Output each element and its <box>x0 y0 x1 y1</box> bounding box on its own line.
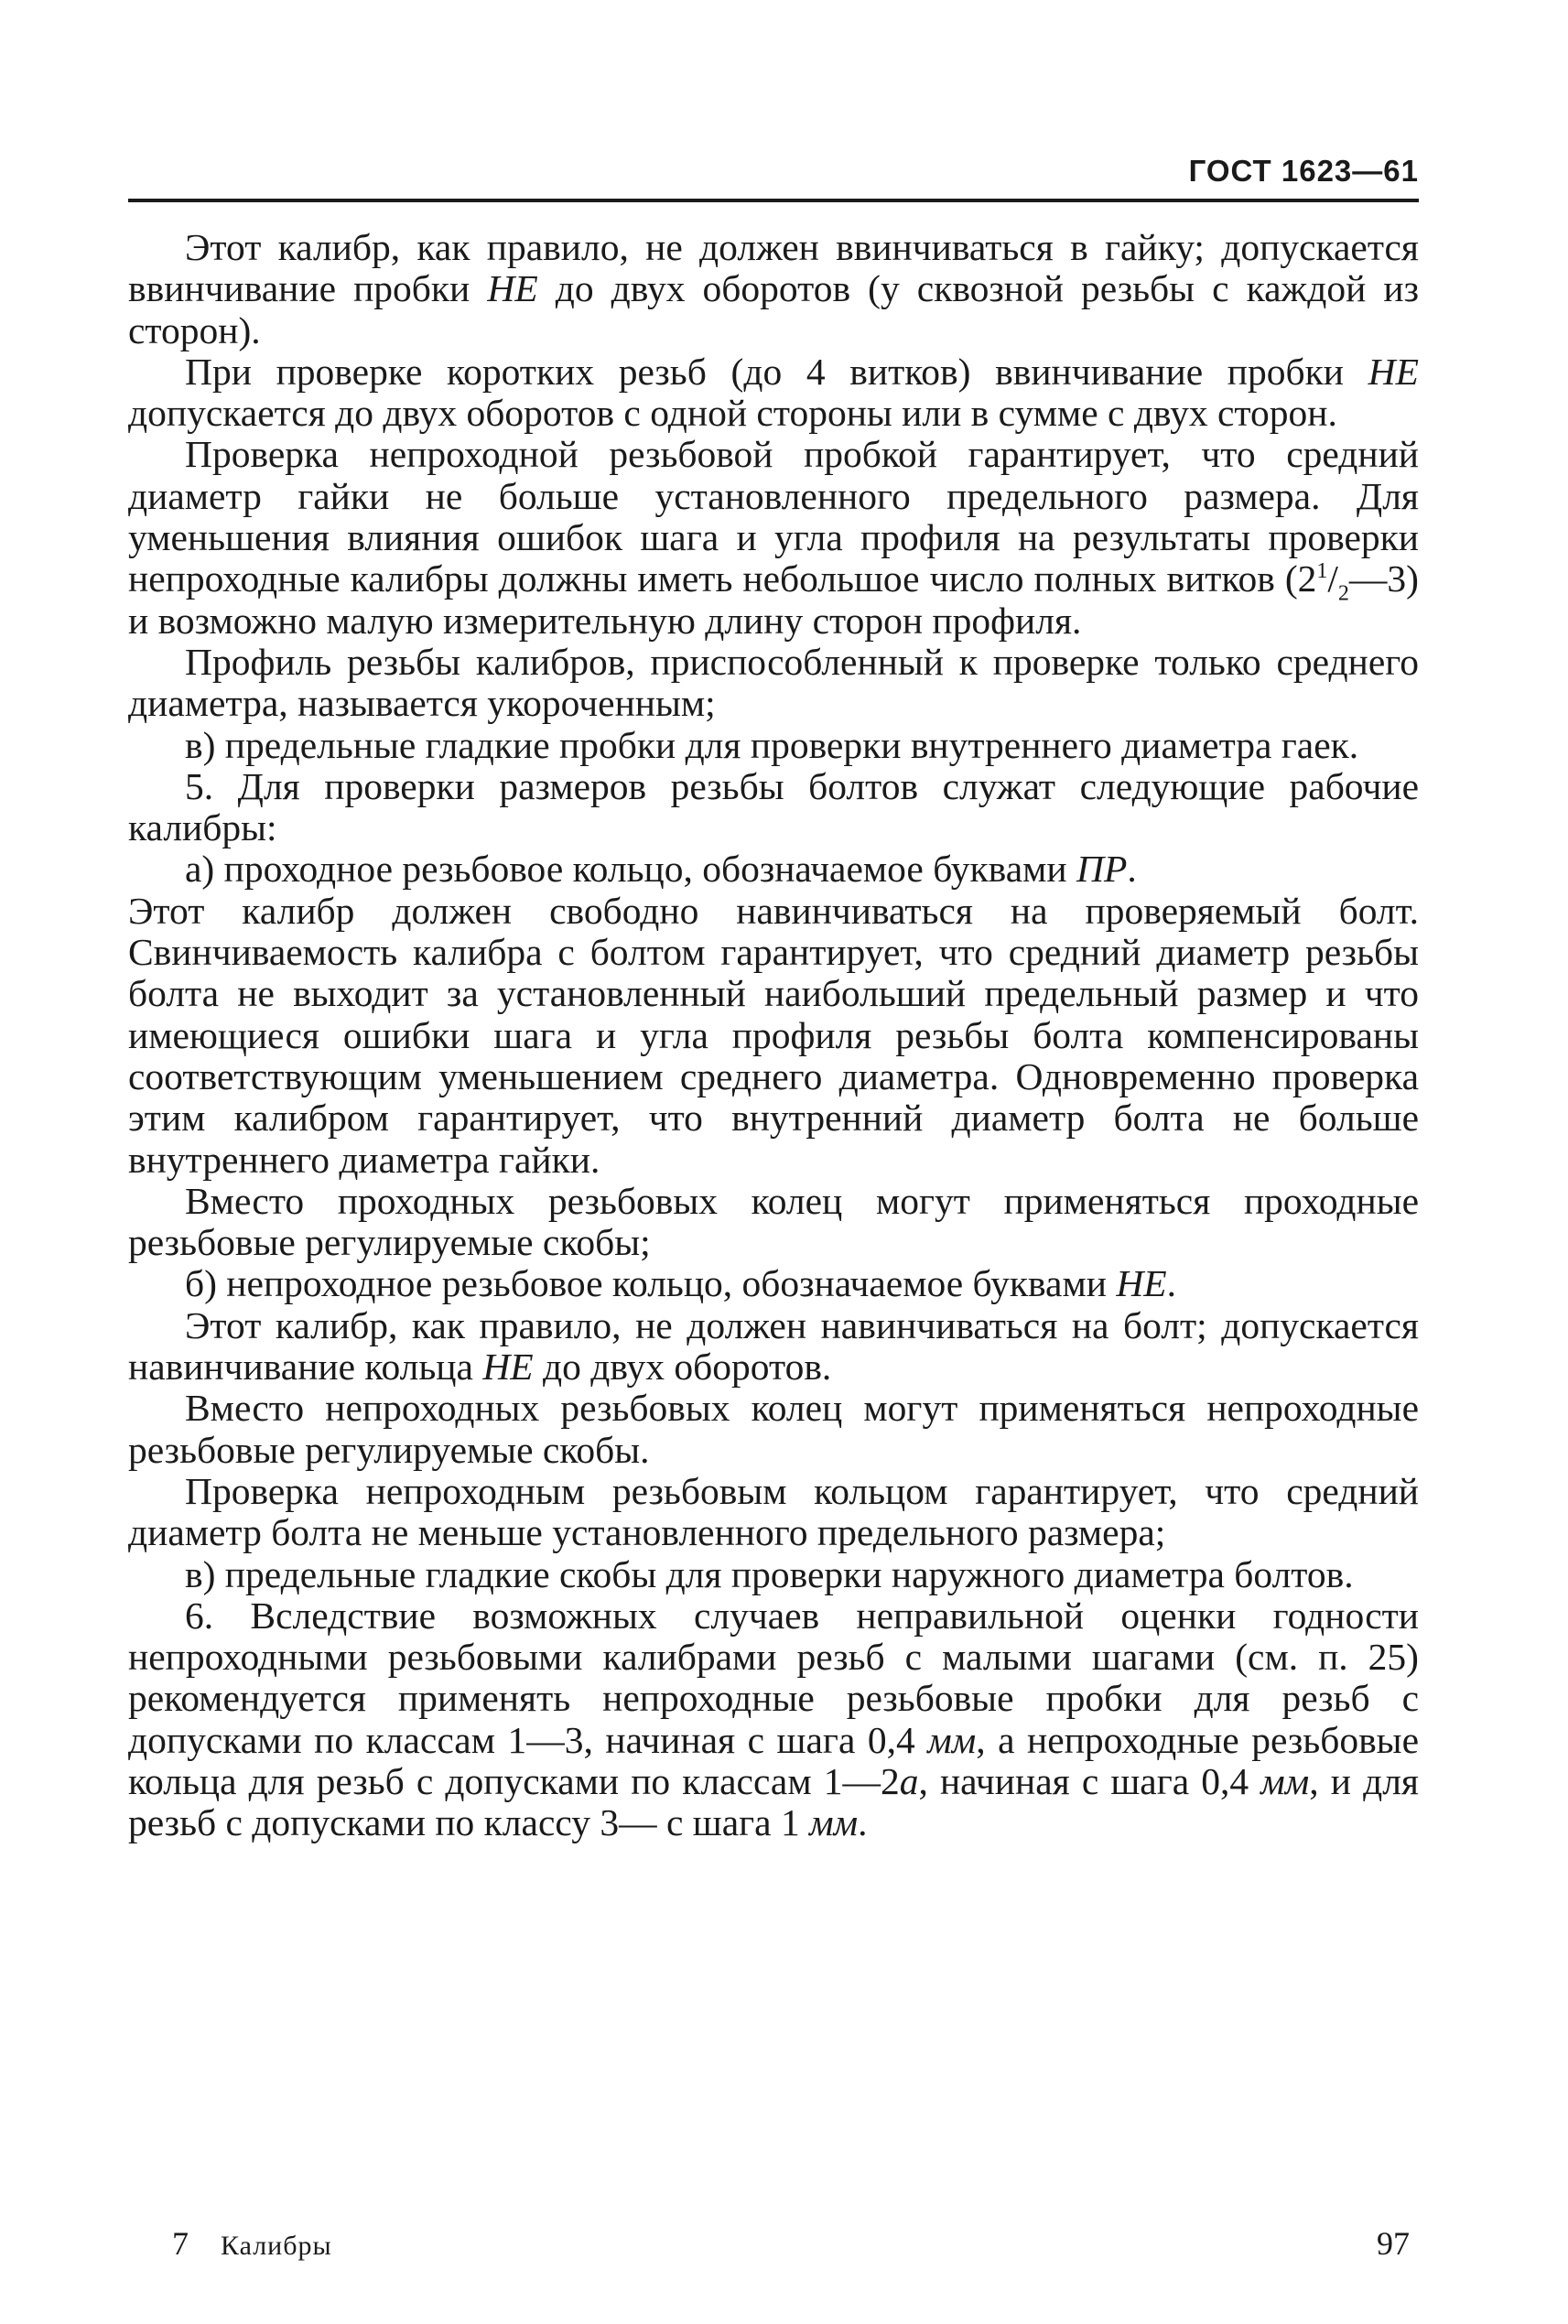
footer-signature <box>172 2224 332 2263</box>
text-run: допускается до двух оборотов с одной стороны или в сумме с двух сторон. <box>128 392 1337 435</box>
text-run: Проверка непроходным резьбовым кольцом гарантирует, что средний диаметр болта не меньше установленного предельного размера; <box>128 1469 1419 1554</box>
text-run: —3) и возможно малую измерительную длину сторон профиля. <box>128 557 1419 642</box>
paragraph <box>128 725 1419 766</box>
paragraph <box>128 642 1419 725</box>
italic-run: НЕ <box>482 1346 534 1389</box>
paragraph <box>128 1471 1419 1554</box>
italic-run: мм <box>809 1801 859 1844</box>
text-run: 6. Вследствие возможных случаев неправильной оценки годности непроходными резьбовыми калибрами резьб с малыми шагами (см. п. 25) рекомендуется применять непроходные резьбовые пробки для резьб с допусками по классам 1—3, начиная с шага 0,4 <box>128 1594 1419 1761</box>
page-number: 97 <box>1377 2225 1410 2262</box>
text-run: . <box>1127 848 1137 891</box>
page-header <box>128 154 1419 203</box>
text-run: Профиль резьбы калибров, приспособленный к проверке только среднего диаметра, называется укороченным; <box>128 640 1419 725</box>
paragraph <box>128 227 1419 351</box>
page-footer <box>128 2224 1419 2270</box>
signature-label: Калибры <box>221 2231 332 2261</box>
document-body <box>128 227 1419 1844</box>
italic-run: ПР <box>1076 848 1128 891</box>
text-run: / <box>1327 557 1338 600</box>
paragraph <box>128 891 1419 1181</box>
italic-run: а <box>899 1759 919 1802</box>
text-run: Вместо непроходных резьбовых колец могут применяться непроходные резьбовые регулируемые скобы. <box>128 1387 1419 1471</box>
italic-run: НЕ <box>1368 350 1419 393</box>
signature-number: 7 <box>172 2225 189 2262</box>
italic-run: мм <box>927 1718 977 1761</box>
text-run: б) непроходное резьбовое кольцо, обозначаемое буквами <box>185 1262 1117 1305</box>
text-run: в) предельные гладкие скобы для проверки наружного диаметра болтов. <box>185 1552 1354 1595</box>
text-run: , начиная с шага 0,4 <box>918 1759 1261 1802</box>
text-run: Вместо проходных резьбовых колец могут применяться проходные резьбовые регулируемые скобы; <box>128 1179 1419 1264</box>
text-run: в) предельные гладкие пробки для проверки внутреннего диаметра гаек. <box>185 723 1359 766</box>
text-run: до двух оборотов. <box>533 1346 832 1389</box>
text-run: . <box>858 1801 868 1844</box>
header-divider <box>128 199 1419 202</box>
paragraph <box>128 1263 1419 1304</box>
paragraph <box>128 1305 1419 1389</box>
text-run: 5. Для проверки размеров резьбы болтов служат следующие рабочие калибры: <box>128 764 1419 849</box>
document-code: ГОСТ 1623—61 <box>1188 154 1419 188</box>
text-run: . <box>1166 1262 1177 1305</box>
italic-run: НЕ <box>487 267 538 310</box>
text-run: а) проходное резьбовое кольцо, обозначаемое буквами <box>185 848 1076 891</box>
subscript-run: 2 <box>1337 581 1349 606</box>
italic-run: мм <box>1260 1759 1310 1802</box>
paragraph <box>128 434 1419 641</box>
paragraph <box>128 1595 1419 1844</box>
paragraph <box>128 849 1419 890</box>
text-run: Этот калибр, как правило, не должен навинчиваться на болт; допускается навинчивание кольца <box>128 1303 1419 1389</box>
text-run: Этот калибр, как правило, не должен ввинчиваться в гайку; допускается ввинчивание пробки <box>128 226 1419 310</box>
text-run: Этот калибр должен свободно навинчиваться на проверяемый болт. Свинчиваемость калибра с болтом гарантирует, что средний диаметр резьбы болта не выходит за установленный наибольший предельный размер и что имеющиеся ошибки шага и угла профиля резьбы болта компенсированы соответствующим уменьшением среднего диаметра. Одновременно проверка этим калибром гарантирует, что внутренний диаметр болта не больше внутреннего диаметра гайки. <box>128 889 1419 1181</box>
superscript-run: 1 <box>1316 559 1328 584</box>
text-run: до двух оборотов (у сквозной резьбы с каждой из сторон). <box>128 267 1419 351</box>
paragraph <box>128 766 1419 849</box>
italic-run: НЕ <box>1116 1262 1167 1305</box>
paragraph <box>128 1181 1419 1264</box>
paragraph <box>128 351 1419 435</box>
paragraph <box>128 1388 1419 1471</box>
text-run: При проверке коротких резьб (до 4 витков) ввинчивание пробки <box>185 350 1368 393</box>
text-run: Проверка непроходной резьбовой пробкой гарантирует, что средний диаметр гайки не больше установленного предельного размера. Для уменьшения влияния ошибок шага и угла профиля на результаты проверки непроходные калибры должны иметь небольшое число полных витков (2 <box>128 433 1419 600</box>
text-run: , а непроходные резьбовые кольца для резьб с допусками по классам 1—2 <box>128 1718 1419 1802</box>
paragraph <box>128 1554 1419 1595</box>
text-run: , и для резьб с допусками по классу 3— с шага 1 <box>128 1759 1419 1844</box>
